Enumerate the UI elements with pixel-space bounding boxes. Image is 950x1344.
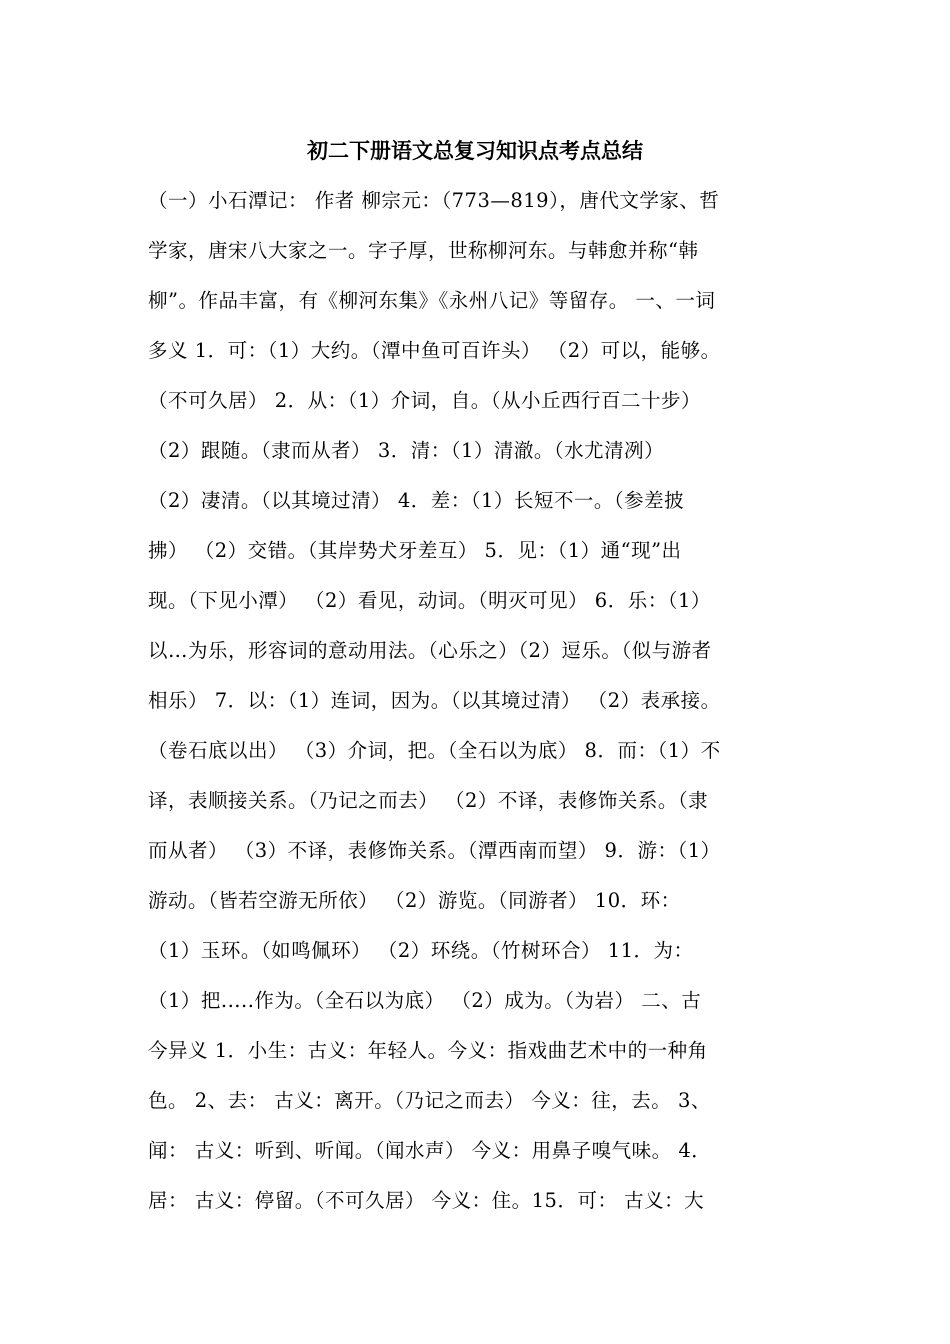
text-line: 多义 1．可：（1）大约。（潭中鱼可百许头） （2）可以，能够。 [148, 339, 721, 362]
text-line: 相乐） 7．以：（1）连词，因为。（以其境过清） （2）表承接。 [148, 689, 721, 712]
text-line: （2）凄清。（以其境过清） 4．差：（1）长短不一。（参差披 [148, 489, 685, 512]
text-line: 柳”。作品丰富，有《柳河东集》《永州八记》等留存。 一、一词 [148, 289, 716, 312]
text-line: （1）玉环。（如鸣佩环） （2）环绕。（竹树环合） 11．为： [148, 939, 694, 962]
text-line: （1）把.....作为。（全石以为底） （2）成为。（为岩） 二、古 [148, 989, 702, 1012]
text-line: 今异义 1．小生：古义：年轻人。今义：指戏曲艺术中的一种角 [148, 1039, 708, 1062]
text-line: （2）跟随。（隶而从者） 3．清：（1）清澈。（水尤清冽） [148, 439, 665, 462]
text-line: 现。（下见小潭） （2）看见，动词。（明灭可见） 6．乐：（1） [148, 589, 711, 612]
text-line: 拂） （2）交错。（其岸势犬牙差互） 5．见：（1）通“现”出 [148, 539, 682, 562]
text-line: 色。 2、去： 古义：离开。（乃记之而去） 今义：往，去。 3、 [148, 1089, 711, 1112]
text-line: （不可久居） 2．从：（1）介词，自。（从小丘西行百二十步） [148, 389, 702, 412]
text-line: 译，表顺接关系。（乃记之而去） （2）不译，表修饰关系。（隶 [148, 789, 709, 812]
text-line: 闻： 古义：听到、听闻。（闻水声） 今义：用鼻子嗅气味。 4． [148, 1139, 712, 1162]
text-line: 而从者） （3）不译，表修饰关系。（潭西南而望） 9．游：（1） [148, 839, 721, 862]
text-line: 以…为乐，形容词的意动用法。（心乐之）（2）逗乐。（似与游者 [148, 639, 712, 662]
document-title: 初二下册语文总复习知识点考点总结 [307, 139, 643, 163]
text-line: （一）小石潭记： 作者 柳宗元：（773—819），唐代文学家、哲 [148, 189, 720, 212]
text-line: （卷石底以出） （3）介词，把。（全石以为底） 8．而：（1）不 [148, 739, 721, 762]
text-line: 学家，唐宋八大家之一。字子厚，世称柳河东。与韩愈并称“韩 [148, 239, 699, 262]
text-line: 游动。（皆若空游无所依） （2）游览。（同游者） 10．环： [148, 889, 681, 912]
text-line: 居： 古义：停留。（不可久居） 今义：住。15．可： 古义：大 [148, 1189, 705, 1212]
